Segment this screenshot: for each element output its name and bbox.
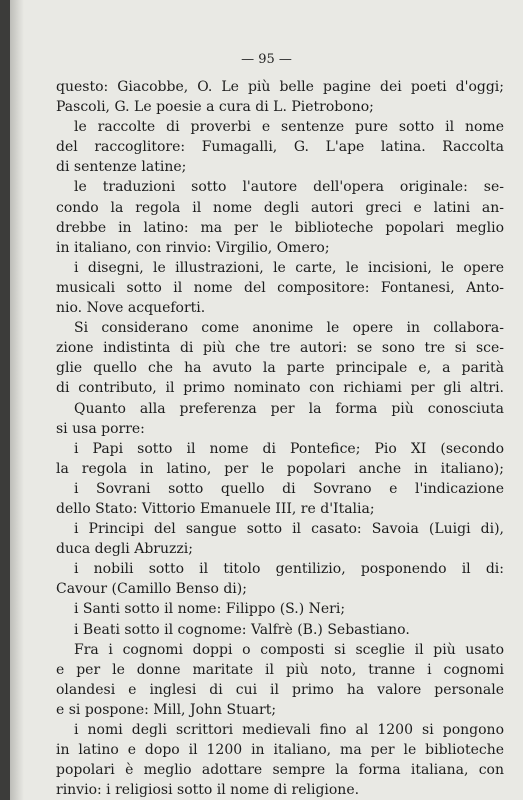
text-line: musicali sotto il nome del compositore: Fontanesi, Anto- (56, 279, 504, 296)
body-text (56, 77, 504, 800)
text-line: si usa porre: (56, 420, 145, 437)
text-line: i disegni, le illustrazioni, le carte, le incisioni, le opere (74, 259, 504, 276)
text-line: Quanto alla preferenza per la forma più conosciuta (74, 400, 504, 417)
text-line: i Beati sotto il cognome: Valfrè (B.) Sebastiano. (74, 621, 410, 638)
text-line: di sentenze latine; (56, 159, 187, 176)
text-line: zione indistinta di più che tre autori: se sono tre si sce- (56, 340, 504, 357)
text-line: di contributo, il primo nominato con richiami per gli altri. (56, 380, 504, 397)
text-line: i nobili sotto il titolo gentilizio, posponendo il di: (74, 561, 504, 578)
text-line: i Principi del sangue sotto il casato: Savoia (Luigi di), (74, 521, 504, 538)
text-line: le traduzioni sotto l'autore dell'opera originale: se- (74, 179, 504, 196)
text-line: duca degli Abruzzi; (56, 541, 193, 558)
text-line: i Sovrani sotto quello di Sovrano e l'indicazione (74, 480, 504, 497)
text-line: dello Stato: Vittorio Emanuele III, re d'Italia; (56, 500, 375, 517)
text-line: e per le donne maritate il più noto, tranne i cognomi (56, 661, 504, 678)
text-line: nio. Nove acqueforti. (56, 300, 206, 317)
book-page (10, 0, 523, 800)
text-line: condo la regola il nome degli autori greci e latini an- (56, 199, 504, 216)
text-line: i Papi sotto il nome di Pontefice; Pio XI (secondo (74, 440, 504, 457)
text-line: drebbe in latino: ma per le biblioteche popolari meglio (56, 219, 504, 236)
text-line: popolari è meglio adottare sempre la forma italiana, con (56, 762, 504, 779)
text-line: in italiano, con rinvio: Virgilio, Omero; (56, 239, 330, 256)
text-line: Fra i cognomi doppi o composti si sceglie il più usato (74, 641, 504, 658)
text-line: e si pospone: Mill, John Stuart; (56, 701, 277, 718)
page-number: — 95 — (241, 52, 292, 67)
text-line: olandesi e inglesi di cui il primo ha valore personale (56, 681, 504, 698)
text-line: rinvio: i religiosi sotto il nome di religione. (56, 782, 360, 799)
text-line: le raccolte di proverbi e sentenze pure sotto il nome (74, 119, 504, 136)
text-line: Si considerano come anonime le opere in collabora- (74, 320, 504, 337)
text-line: la regola in latino, per le popolari anche in italiano); (56, 460, 504, 477)
text-line: Cavour (Camillo Benso di); (56, 581, 247, 598)
text-line: questo: Giacobbe, O. Le più belle pagine dei poeti d'oggi; (56, 79, 504, 95)
text-line: Pascoli, G. Le poesie a cura di L. Pietrobono; (56, 99, 374, 116)
text-line: i nomi degli scrittori medievali fino al 1200 si pongono (74, 722, 504, 738)
text-line: i Santi sotto il nome: Filippo (S.) Neri; (74, 601, 346, 618)
text-line: del raccoglitore: Fumagalli, G. L'ape latina. Raccolta (56, 139, 504, 156)
text-line: in latino e dopo il 1200 in italiano, ma per le biblioteche (56, 742, 504, 759)
text-line: glie quello che ha avuto la parte principale e, a parità (56, 360, 504, 377)
